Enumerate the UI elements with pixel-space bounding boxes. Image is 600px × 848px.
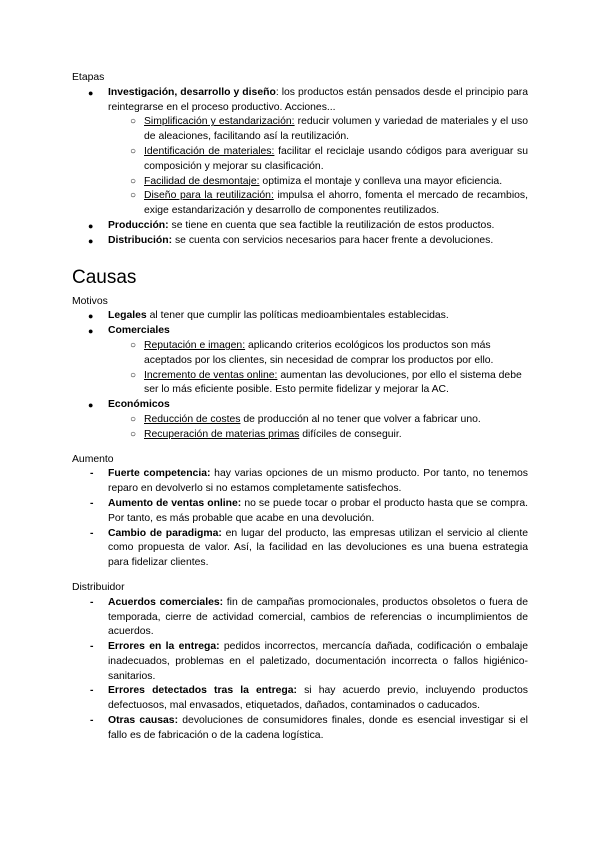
aumento-list xyxy=(72,467,528,571)
list-item xyxy=(72,497,528,527)
item-text: en lugar del producto, las empresas utilizan el servicio al cliente como propuesta de valor. Así, la facilidad en las devoluciones es una buena estrategia para fidelizar clientes. xyxy=(108,527,528,569)
item-term: Errores en la entrega: xyxy=(108,641,220,653)
item-term: Otras causas: xyxy=(108,715,179,727)
item-text: aumentan las devoluciones, por ello el sistema debe ser lo más eficiente posible. Esto permite fidelizar y mejorar la AC. xyxy=(144,369,522,396)
list-item xyxy=(72,640,528,684)
bullet-icon: ● xyxy=(88,326,94,337)
circle-bullet-icon: ○ xyxy=(130,145,137,157)
etapas-label: Etapas xyxy=(72,72,105,83)
item-term: Simplificación y estandarización: xyxy=(144,116,295,128)
item-term: Comerciales xyxy=(108,325,170,337)
item-text: hay varias opciones de un mismo producto. Por tanto, no tenemos reparo en devolverlo si no estamos completamente satisfechos. xyxy=(108,468,528,495)
dash-bullet-icon: - xyxy=(90,527,94,539)
item-term: Incremento de ventas online: xyxy=(144,369,278,381)
item-term: Aumento de ventas online: xyxy=(108,497,242,509)
list-item xyxy=(72,219,528,234)
list-item xyxy=(72,413,528,428)
dash-bullet-icon: - xyxy=(90,497,94,509)
item-text: se tiene en cuenta que sea factible la reutilización de estos productos. xyxy=(168,219,495,231)
bullet-icon: ● xyxy=(88,87,94,98)
list-item xyxy=(72,428,528,443)
item-text: al tener que cumplir las políticas medioambientales establecidas. xyxy=(146,310,449,322)
list-item xyxy=(72,175,528,190)
list-item xyxy=(72,714,528,744)
circle-bullet-icon: ○ xyxy=(130,369,137,381)
list-item xyxy=(72,596,528,640)
item-text: se cuenta con servicios necesarios para hacer frente a devoluciones. xyxy=(172,234,494,246)
item-term: Económicos xyxy=(108,399,170,411)
section-heading-causas: Causas xyxy=(72,266,137,288)
list-item xyxy=(72,145,528,175)
dash-bullet-icon: - xyxy=(90,641,94,653)
item-text: si hay acuerdo previo, incluyendo productos defectuosos, mal envasados, etiquetados, dañados, contaminados o caducados. xyxy=(108,685,528,712)
distribuidor-list xyxy=(72,596,528,744)
item-term: Producción: xyxy=(108,219,169,231)
document-content xyxy=(72,71,528,744)
item-text: no se puede tocar o probar el producto hasta que se compra. Por tanto, es más probable que acabe en una devolución. xyxy=(108,497,528,524)
etapas-list xyxy=(72,86,528,249)
item-term: Fuerte competencia: xyxy=(108,468,211,480)
item-text: facilitar el reciclaje usando códigos para averiguar su composición y mejorar su clasificación. xyxy=(144,145,528,172)
dash-bullet-icon: - xyxy=(90,596,94,608)
item-text: difíciles de conseguir. xyxy=(299,428,402,440)
item-text: aplicando criterios ecológicos los productos son más aceptados por los clientes, sin necesidad de comprar los productos por ello. xyxy=(144,339,494,366)
circle-bullet-icon: ○ xyxy=(130,175,137,187)
item-text: fin de campañas promocionales, productos obsoletos o fuera de temporada, cierre de actividad comercial, cambios de referencias o incumplimientos de acuerdos. xyxy=(108,596,528,638)
list-item xyxy=(72,398,528,413)
item-text: impulsa el ahorro, fomenta el mercado de recambios, exige estandarización y desarrollo de componentes reutilizados. xyxy=(144,190,528,217)
item-text: : los productos están pensados desde el principio para reintegrarse en el proceso productivo. Acciones... xyxy=(108,86,529,113)
list-item xyxy=(72,115,528,145)
distribuidor-label: Distribuidor xyxy=(72,581,125,593)
item-term: Diseño para la reutilización: xyxy=(144,190,274,202)
list-item xyxy=(72,324,528,339)
list-item xyxy=(72,309,528,324)
item-term: Facilidad de desmontaje: xyxy=(144,175,260,187)
bullet-icon: ● xyxy=(88,235,94,246)
list-item xyxy=(72,684,528,714)
list-item xyxy=(72,527,528,571)
item-term: Legales xyxy=(108,310,147,322)
aumento-label: Aumento xyxy=(72,453,114,465)
item-term: Identificación de materiales: xyxy=(144,145,275,157)
item-text: reducir volumen y variedad de materiales y el uso de aleaciones, facilitando así la reutilización. xyxy=(144,116,528,143)
circle-bullet-icon: ○ xyxy=(130,428,137,440)
item-term: Reducción de costes xyxy=(144,413,241,425)
dash-bullet-icon: - xyxy=(90,468,94,480)
circle-bullet-icon: ○ xyxy=(130,413,137,425)
circle-bullet-icon: ○ xyxy=(130,190,137,202)
list-item xyxy=(72,369,528,399)
circle-bullet-icon: ○ xyxy=(130,339,137,351)
circle-bullet-icon: ○ xyxy=(130,116,137,128)
list-item xyxy=(72,339,528,369)
item-term: Reputación e imagen: xyxy=(144,339,246,351)
motivos-list xyxy=(72,309,528,442)
bullet-icon: ● xyxy=(88,220,94,231)
dash-bullet-icon: - xyxy=(90,715,94,727)
item-text: devoluciones de consumidores finales, donde es esencial investigar si el fallo es de fabricación o de la cadena logística. xyxy=(108,715,528,741)
item-text: de producción al no tener que volver a fabricar uno. xyxy=(240,413,481,425)
item-term: Distribución: xyxy=(108,234,173,246)
item-term: Acuerdos comerciales: xyxy=(108,596,224,608)
list-item xyxy=(72,189,528,219)
item-term: Cambio de paradigma: xyxy=(108,527,222,539)
motivos-label: Motivos xyxy=(72,295,108,307)
item-text: optimiza el montaje y conlleva una mayor eficiencia. xyxy=(259,175,503,187)
list-item xyxy=(72,86,528,116)
item-term: Investigación, desarrollo y diseño xyxy=(108,86,276,98)
dash-bullet-icon: - xyxy=(90,685,94,697)
bullet-icon: ● xyxy=(88,400,94,411)
list-item xyxy=(72,467,528,497)
item-term: Recuperación de materias primas xyxy=(144,428,300,440)
item-term: Errores detectados tras la entrega: xyxy=(108,685,297,697)
list-item xyxy=(72,234,528,249)
bullet-icon: ● xyxy=(88,311,94,322)
item-text: pedidos incorrectos, mercancía dañada, codificación o embalaje inadecuados, problemas en el paletizado, documentación incorrecta o fallos higiénico-sanitarios. xyxy=(108,641,528,682)
